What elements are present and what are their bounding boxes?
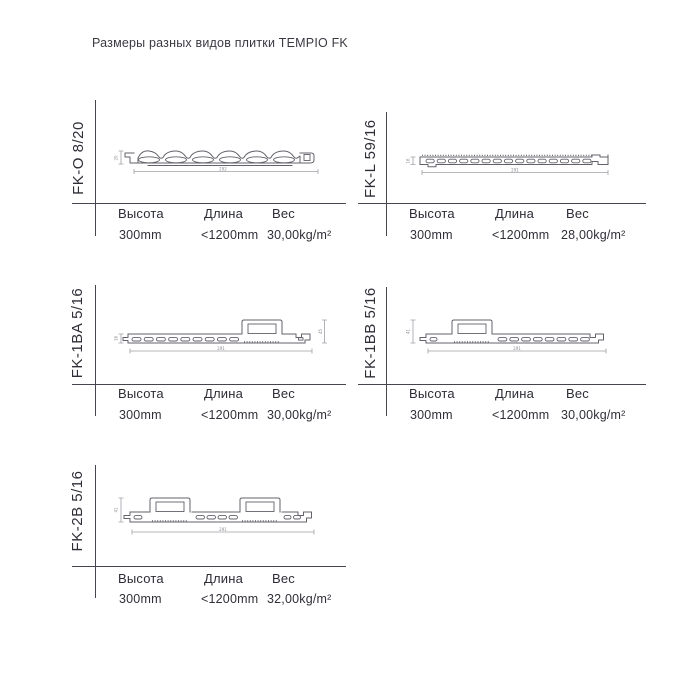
spec-value-height: 300mm [410, 228, 453, 242]
table-divider [72, 203, 346, 204]
spec-value-length: <1200mm [201, 228, 259, 242]
page-title: Размеры разных видов плитки TEMPIO FK [92, 36, 348, 50]
dim-total-height-label: 41 [406, 328, 411, 335]
dim-height-label: 16 [406, 158, 411, 164]
slot-holes [134, 516, 301, 519]
total-height-dim [318, 320, 327, 343]
slot-holes [426, 159, 591, 163]
spec-header-height: Высота [118, 386, 164, 401]
spec-value-weight: 30,00kg/m² [561, 408, 626, 422]
spec-header-height: Высота [118, 206, 164, 221]
table-divider [358, 203, 646, 204]
section-rule [386, 287, 387, 416]
fk-l-profile-diagram [406, 149, 620, 179]
spec-header-height: Высота [409, 386, 455, 401]
dim-width-label: 291 [217, 345, 225, 351]
spec-header-weight: Вес [272, 571, 296, 586]
spec-value-height: 300mm [119, 592, 162, 606]
height-dim [114, 334, 124, 343]
spec-value-weight: 28,00kg/m² [561, 228, 626, 242]
spec-value-height: 300mm [119, 408, 162, 422]
spec-header-length: Длина [495, 386, 535, 401]
width-dim [132, 527, 314, 535]
slot-holes [132, 338, 239, 341]
width-dim [130, 346, 312, 354]
fk-1bb-profile-diagram [406, 310, 624, 358]
width-dim [422, 167, 608, 175]
section-rule [95, 465, 96, 598]
spec-header-weight: Вес [566, 386, 590, 401]
fk-2b-profile-diagram [114, 486, 332, 538]
section-label: FK-2B 5/16 [69, 470, 86, 552]
spec-value-height: 300mm [410, 408, 453, 422]
section-label: FK-1BB 5/16 [362, 287, 379, 379]
section-rule [95, 285, 96, 416]
spec-value-length: <1200mm [492, 228, 550, 242]
spec-header-weight: Вес [272, 386, 296, 401]
section-label: FK-1BA 5/16 [69, 287, 86, 379]
spec-value-weight: 30,00kg/m² [267, 408, 332, 422]
fk-1ba-profile-diagram [114, 310, 332, 358]
spec-header-length: Длина [204, 386, 244, 401]
table-divider [72, 384, 346, 385]
section-rule [386, 112, 387, 236]
profile-outline [125, 151, 314, 166]
spec-header-length: Длина [204, 206, 244, 221]
dim-total-height-label: 41 [114, 507, 119, 513]
spec-header-height: Высота [409, 206, 455, 221]
dim-width-label: 292 [219, 166, 227, 172]
spec-header-length: Длина [495, 206, 535, 221]
section-label: FK-L 59/16 [362, 119, 379, 198]
section-rule [95, 100, 96, 236]
table-divider [358, 384, 646, 385]
spec-value-weight: 30,00kg/m² [267, 228, 332, 242]
spec-header-length: Длина [204, 571, 244, 586]
fk-o-profile-diagram [114, 142, 328, 178]
width-dim [428, 346, 606, 354]
slot-holes [430, 338, 589, 341]
dim-width-label: 291 [513, 345, 521, 351]
dim-width-label: 291 [219, 526, 227, 532]
spec-value-length: <1200mm [201, 592, 259, 606]
section-label: FK-O 8/20 [70, 121, 87, 195]
height-dim [114, 151, 124, 164]
total-height-dim [114, 498, 124, 522]
spec-header-weight: Вес [272, 206, 296, 221]
spec-value-length: <1200mm [201, 408, 259, 422]
width-dim [134, 166, 318, 174]
spec-value-height: 300mm [119, 228, 162, 242]
spec-header-weight: Вес [566, 206, 590, 221]
dim-height-label: 20 [114, 155, 119, 161]
dim-width-label: 291 [511, 167, 519, 173]
total-height-dim [406, 320, 416, 343]
spec-header-height: Высота [118, 571, 164, 586]
profile-outline [123, 320, 310, 343]
height-dim [406, 157, 416, 165]
spec-value-weight: 32,00kg/m² [267, 592, 332, 606]
dim-total-height-label: 45 [318, 328, 323, 335]
table-divider [72, 566, 346, 567]
dim-height-label: 16 [114, 335, 119, 342]
profile-outline [420, 320, 604, 343]
spec-value-length: <1200mm [492, 408, 550, 422]
